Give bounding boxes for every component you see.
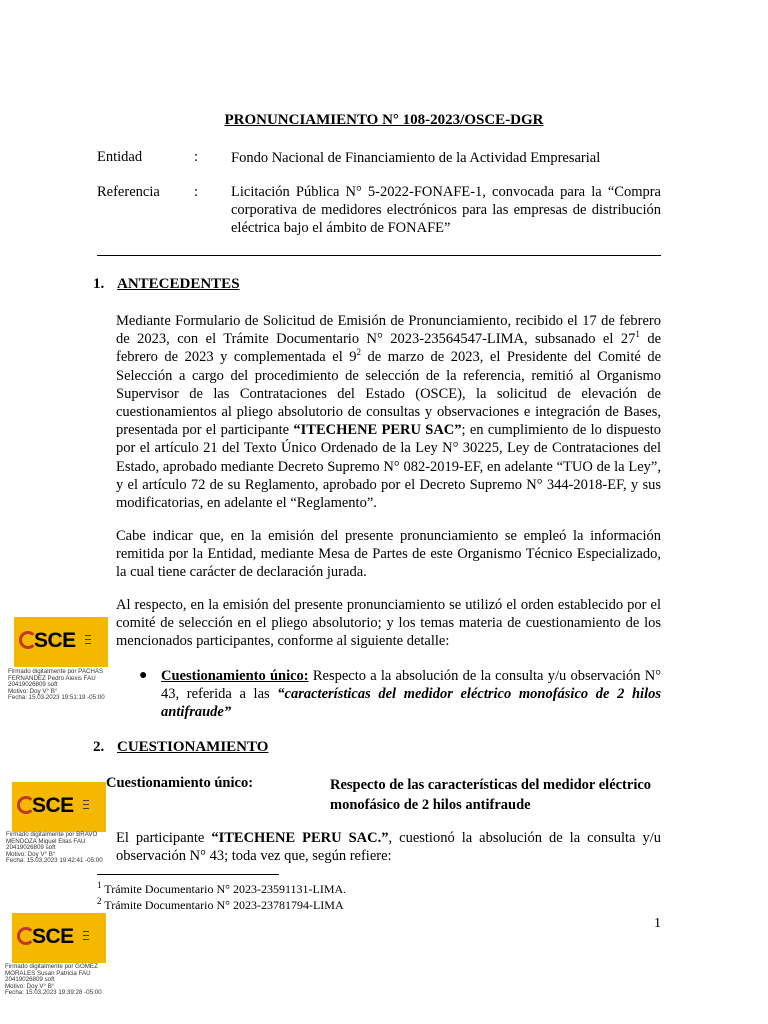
referencia-label: Referencia	[97, 184, 160, 200]
osce-logo-text: SCE	[32, 794, 74, 817]
entidad-colon: :	[194, 149, 199, 165]
digital-signature-3	[5, 964, 102, 997]
osce-stamp-logo	[12, 782, 106, 832]
bullet-italic: “características del medidor eléctrico monofásico de 2 hilos antifraude”	[161, 686, 661, 721]
footnote-1-text: Trámite Documentario N° 2023-23591131-LIMA.	[101, 882, 347, 896]
bullet-item	[161, 667, 661, 722]
section-1-number: 1.	[93, 276, 105, 292]
cq-text-a: El participante	[116, 830, 212, 846]
p1-text-a: Mediante Formulario de Solicitud de Emisión de Pronunciamiento, recibido el 17 de febrero de 2023, con el Trámite Documentario N° 2023-23564547-LIMA, subsanado el 27	[116, 313, 661, 348]
sig1-line: Firmado digitalmente por PACHAS	[8, 668, 104, 675]
participant-name: “ITECHENE PERU SAC”	[293, 422, 462, 439]
sig3-line: 20419026809 soft	[5, 976, 55, 984]
section-2-heading	[93, 739, 268, 756]
entidad-label: Entidad	[97, 149, 143, 165]
p1-text-d: ; en cumplimiento de lo dispuesto por el artículo 21 del Texto Único Ordenado de la Ley N° 30225, Ley de Contrataciones del Estado, aprobado mediante Decreto Supremo N° 082-2019-EF, en adelante “TUO de la Ley”, y el artículo 72 de su Reglamento, aprobado por el Decreto Supremo N° 344-2018-EF, y sus modificatorias, en adelante el “Reglamento”.	[116, 422, 661, 512]
header-divider	[97, 255, 661, 256]
osce-logo-text: SCE	[34, 629, 76, 652]
osce-logo-text: SCE	[32, 925, 74, 948]
antecedentes-paragraph-2: Cabe indicar que, en la emisión del presente pronunciamiento se empleó la información remitida por la Entidad, mediante Mesa de Partes de este Organismo Técnico Especializado, la cual tiene carácter de declaración jurada.	[116, 528, 661, 581]
sig2-line: Firmado digitalmente por BRAVO	[6, 831, 98, 838]
referencia-value: Licitación Pública N° 5-2022-FONAFE-1, convocada para la “Compra corporativa de medidores electrónicos para las empresas de distribución eléctrica bajo el ámbito de FONAFE”	[231, 184, 661, 236]
section-1-title: ANTECEDENTES	[117, 276, 240, 292]
page-number: 1	[654, 916, 661, 931]
section-2-number: 2.	[93, 739, 105, 755]
sig3-line: Fecha: 15.03.2023 19:39:28 -05:00	[5, 989, 102, 997]
sig1-line: FERNANDEZ Pedro Alexis FAU	[8, 674, 96, 682]
p1-text-b: de febrero de 2023 y complementada el 9	[116, 331, 662, 366]
cuestionamiento-value: Respecto de las características del medidor eléctrico monofásico de 2 hilos antifraude	[330, 777, 652, 813]
cq-participant: “ITECHENE PERU SAC.”	[211, 830, 389, 846]
referencia-colon: :	[194, 184, 199, 200]
document-title: PRONUNCIAMIENTO N° 108-2023/OSCE-DGR	[224, 112, 544, 128]
cuestionamiento-label: Cuestionamiento único:	[106, 775, 254, 791]
section-2-title: CUESTIONAMIENTO	[117, 739, 269, 755]
bullet-label: Cuestionamiento único:	[161, 668, 309, 684]
osce-logo-caption: ▬▬ ▬▬ ▬▬	[83, 798, 89, 810]
p1-text-c: de marzo de 2023, el Presidente del Comité de Selección a cargo del procedimiento de selección de la referencia, remitió al Organismo Supervisor de las Contrataciones del Estado (OSCE), la solicitud de elevación de cuestionamientos al pliego absolutorio de consultas y observaciones e integración de Bases, presentada por el participante	[116, 349, 661, 439]
section-1-heading	[93, 276, 240, 293]
osce-stamp-logo	[12, 913, 106, 963]
sig3-line: Firmado digitalmente por GOMEZ	[5, 963, 98, 970]
footnote-divider	[97, 874, 279, 875]
footnote-2-text: Trámite Documentario N° 2023-23781794-LIMA	[101, 898, 344, 912]
digital-signature-2	[6, 832, 103, 865]
osce-stamp-logo	[14, 617, 108, 667]
digital-signature-1	[8, 669, 105, 702]
footnote-2	[97, 898, 344, 913]
entidad-value: Fondo Nacional de Financiamiento de la Actividad Empresarial	[231, 150, 601, 166]
footnote-ref-1: 1	[635, 329, 640, 340]
sig1-line: Fecha: 15.03.2023 19:51:19 -05:00	[8, 694, 105, 702]
bullet-text: Respecto a la absolución de la consulta y/u observación N° 43, referida a las	[161, 668, 661, 703]
cq-text-b: , cuestionó la absolución de la consulta y/u observación N° 43; toda vez que, según refiere:	[116, 830, 662, 865]
footnote-ref-2: 2	[356, 347, 362, 358]
sig2-line: MENDOZA Miguel Elias FAU	[6, 837, 86, 845]
sig3-line: Motivo: Doy V° B°	[5, 982, 55, 990]
sig2-line: 20419026809 soft	[6, 844, 56, 852]
osce-logo-caption: ▬▬ ▬▬ ▬▬	[85, 633, 91, 645]
cuestionamiento-paragraph	[116, 829, 661, 865]
osce-logo-caption: ▬▬ ▬▬ ▬▬	[83, 929, 89, 941]
footnote-1-mark: 1	[97, 880, 102, 890]
antecedentes-paragraph-3: Al respecto, en la emisión del presente pronunciamiento se utilizó el orden establecido por el comité de selección en el pliego absolutorio; y los temas materia de cuestionamiento de los mencionados participantes, conforme al siguiente detalle:	[116, 597, 661, 650]
bullet-icon: ●	[139, 668, 148, 683]
sig1-line: Motivo: Doy V° B°	[8, 687, 58, 695]
footnote-1	[97, 882, 346, 897]
sig2-line: Fecha: 15.03.2023 19:42:41 -05:00	[6, 857, 103, 865]
sig1-line: 20419026809 soft	[8, 681, 58, 689]
sig3-line: MORALES Susan Patricia FAU	[5, 969, 91, 977]
footnote-2-mark: 2	[97, 896, 102, 906]
antecedentes-paragraph-1	[116, 312, 661, 512]
sig2-line: Motivo: Doy V° B°	[6, 850, 56, 858]
